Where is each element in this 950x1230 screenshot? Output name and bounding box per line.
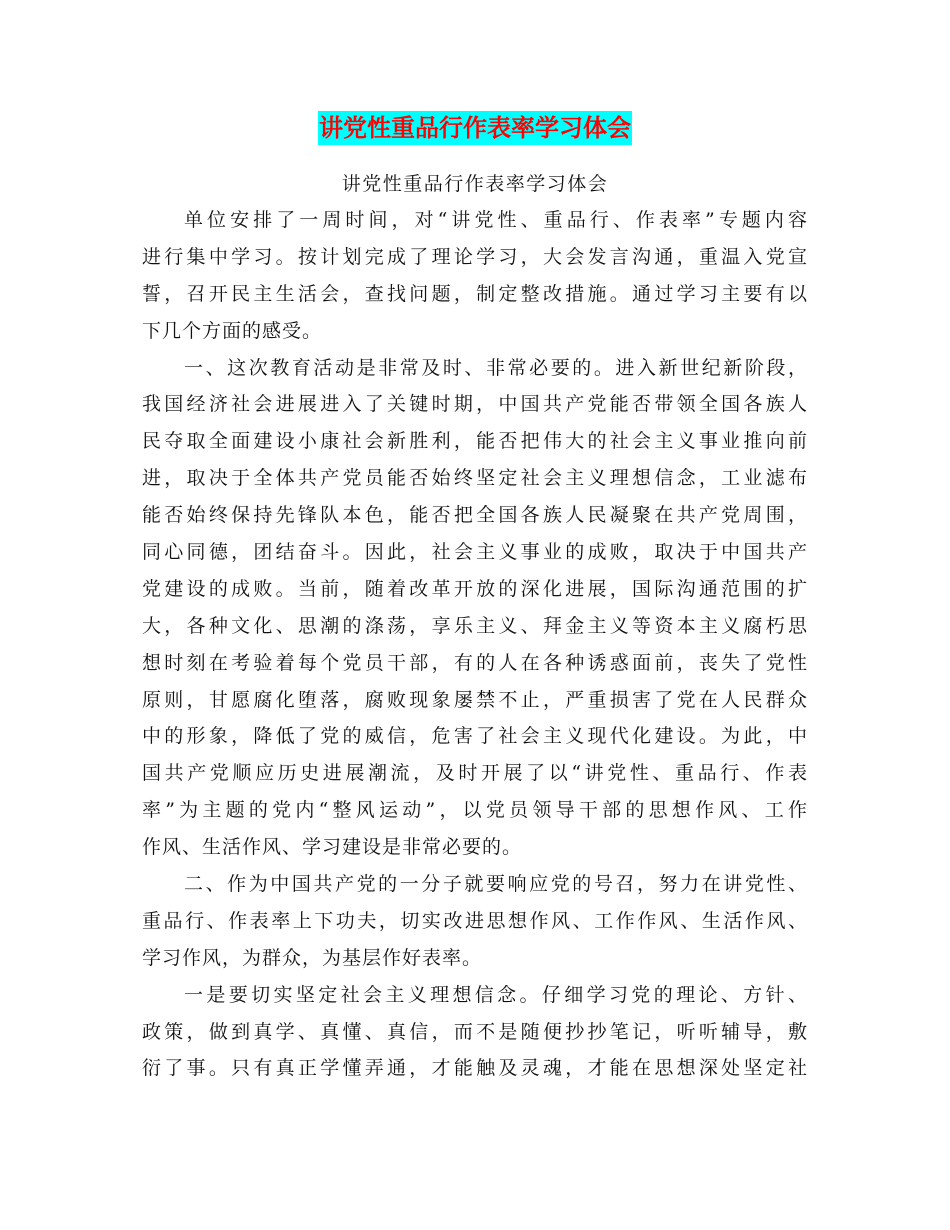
text-line: 重品行、作表率上下功夫，切实改进思想作风、工作作风、生活作风、 [142, 909, 808, 932]
text-line: 国共产党顺应历史进展潮流，及时开展了以“讲党性、重品行、作表 [142, 762, 808, 785]
document-subtitle: 讲党性重品行作表率学习体会 [341, 173, 609, 195]
text-line: 誓，召开民主生活会，查找问题，制定整改措施。通过学习主要有以 [142, 282, 808, 305]
title-container [0, 111, 950, 145]
text-line: 进行集中学习。按计划完成了理论学习，大会发言沟通，重温入党宣 [142, 245, 808, 268]
document-body [142, 202, 808, 1087]
text-line: 民夺取全面建设小康社会新胜利，能否把伟大的社会主义事业推向前 [142, 430, 808, 453]
text-line: 党建设的成败。当前，随着改革开放的深化进展，国际沟通范围的扩 [142, 577, 808, 600]
text-line: 单位安排了一周时间，对“讲党性、重品行、作表率”专题内容 [184, 209, 808, 231]
text-line: 大，各种文化、思潮的涤荡，享乐主义、拜金主义等资本主义腐朽思 [142, 614, 808, 637]
text-line: 想时刻在考验着每个党员干部，有的人在各种诱惑面前，丧失了党性 [142, 651, 808, 674]
text-line: 能否始终保持先锋队本色，能否把全国各族人民凝聚在共产党周围， [142, 504, 808, 527]
text-line: 原则，甘愿腐化堕落，腐败现象屡禁不止，严重损害了党在人民群众 [142, 688, 808, 711]
text-line: 衍了事。只有真正学懂弄通，才能触及灵魂，才能在思想深处坚定社 [142, 1057, 808, 1080]
text-line: 同心同德，团结奋斗。因此，社会主义事业的成败，取决于中国共产 [142, 541, 808, 564]
document-title: 讲党性重品行作表率学习体会 [318, 111, 632, 145]
text-line: 率”为主题的党内“整风运动”，以党员领导干部的思想作风、工作 [142, 799, 808, 822]
text-line: 二、作为中国共产党的一分子就要响应党的号召，努力在讲党性、 [184, 873, 808, 896]
text-line: 一是要切实坚定社会主义理想信念。仔细学习党的理论、方针、 [184, 983, 808, 1006]
text-line: 作风、生活作风、学习建设是非常必要的。 [142, 836, 523, 859]
text-line: 政策，做到真学、真懂、真信，而不是随便抄抄笔记，听听辅导，敷 [142, 1020, 808, 1043]
text-line: 进，取决于全体共产党员能否始终坚定社会主义理想信念，工业滤布 [142, 467, 808, 490]
text-line: 下几个方面的感受。 [142, 319, 323, 342]
text-line: 我国经济社会进展进入了关键时期，中国共产党能否带领全国各族人 [142, 393, 808, 416]
text-line: 一、这次教育活动是非常及时、非常必要的。进入新世纪新阶段， [184, 356, 808, 379]
text-line: 中的形象，降低了党的威信，危害了社会主义现代化建设。为此，中 [142, 725, 808, 748]
text-line: 学习作风，为群众，为基层作好表率。 [142, 946, 483, 969]
